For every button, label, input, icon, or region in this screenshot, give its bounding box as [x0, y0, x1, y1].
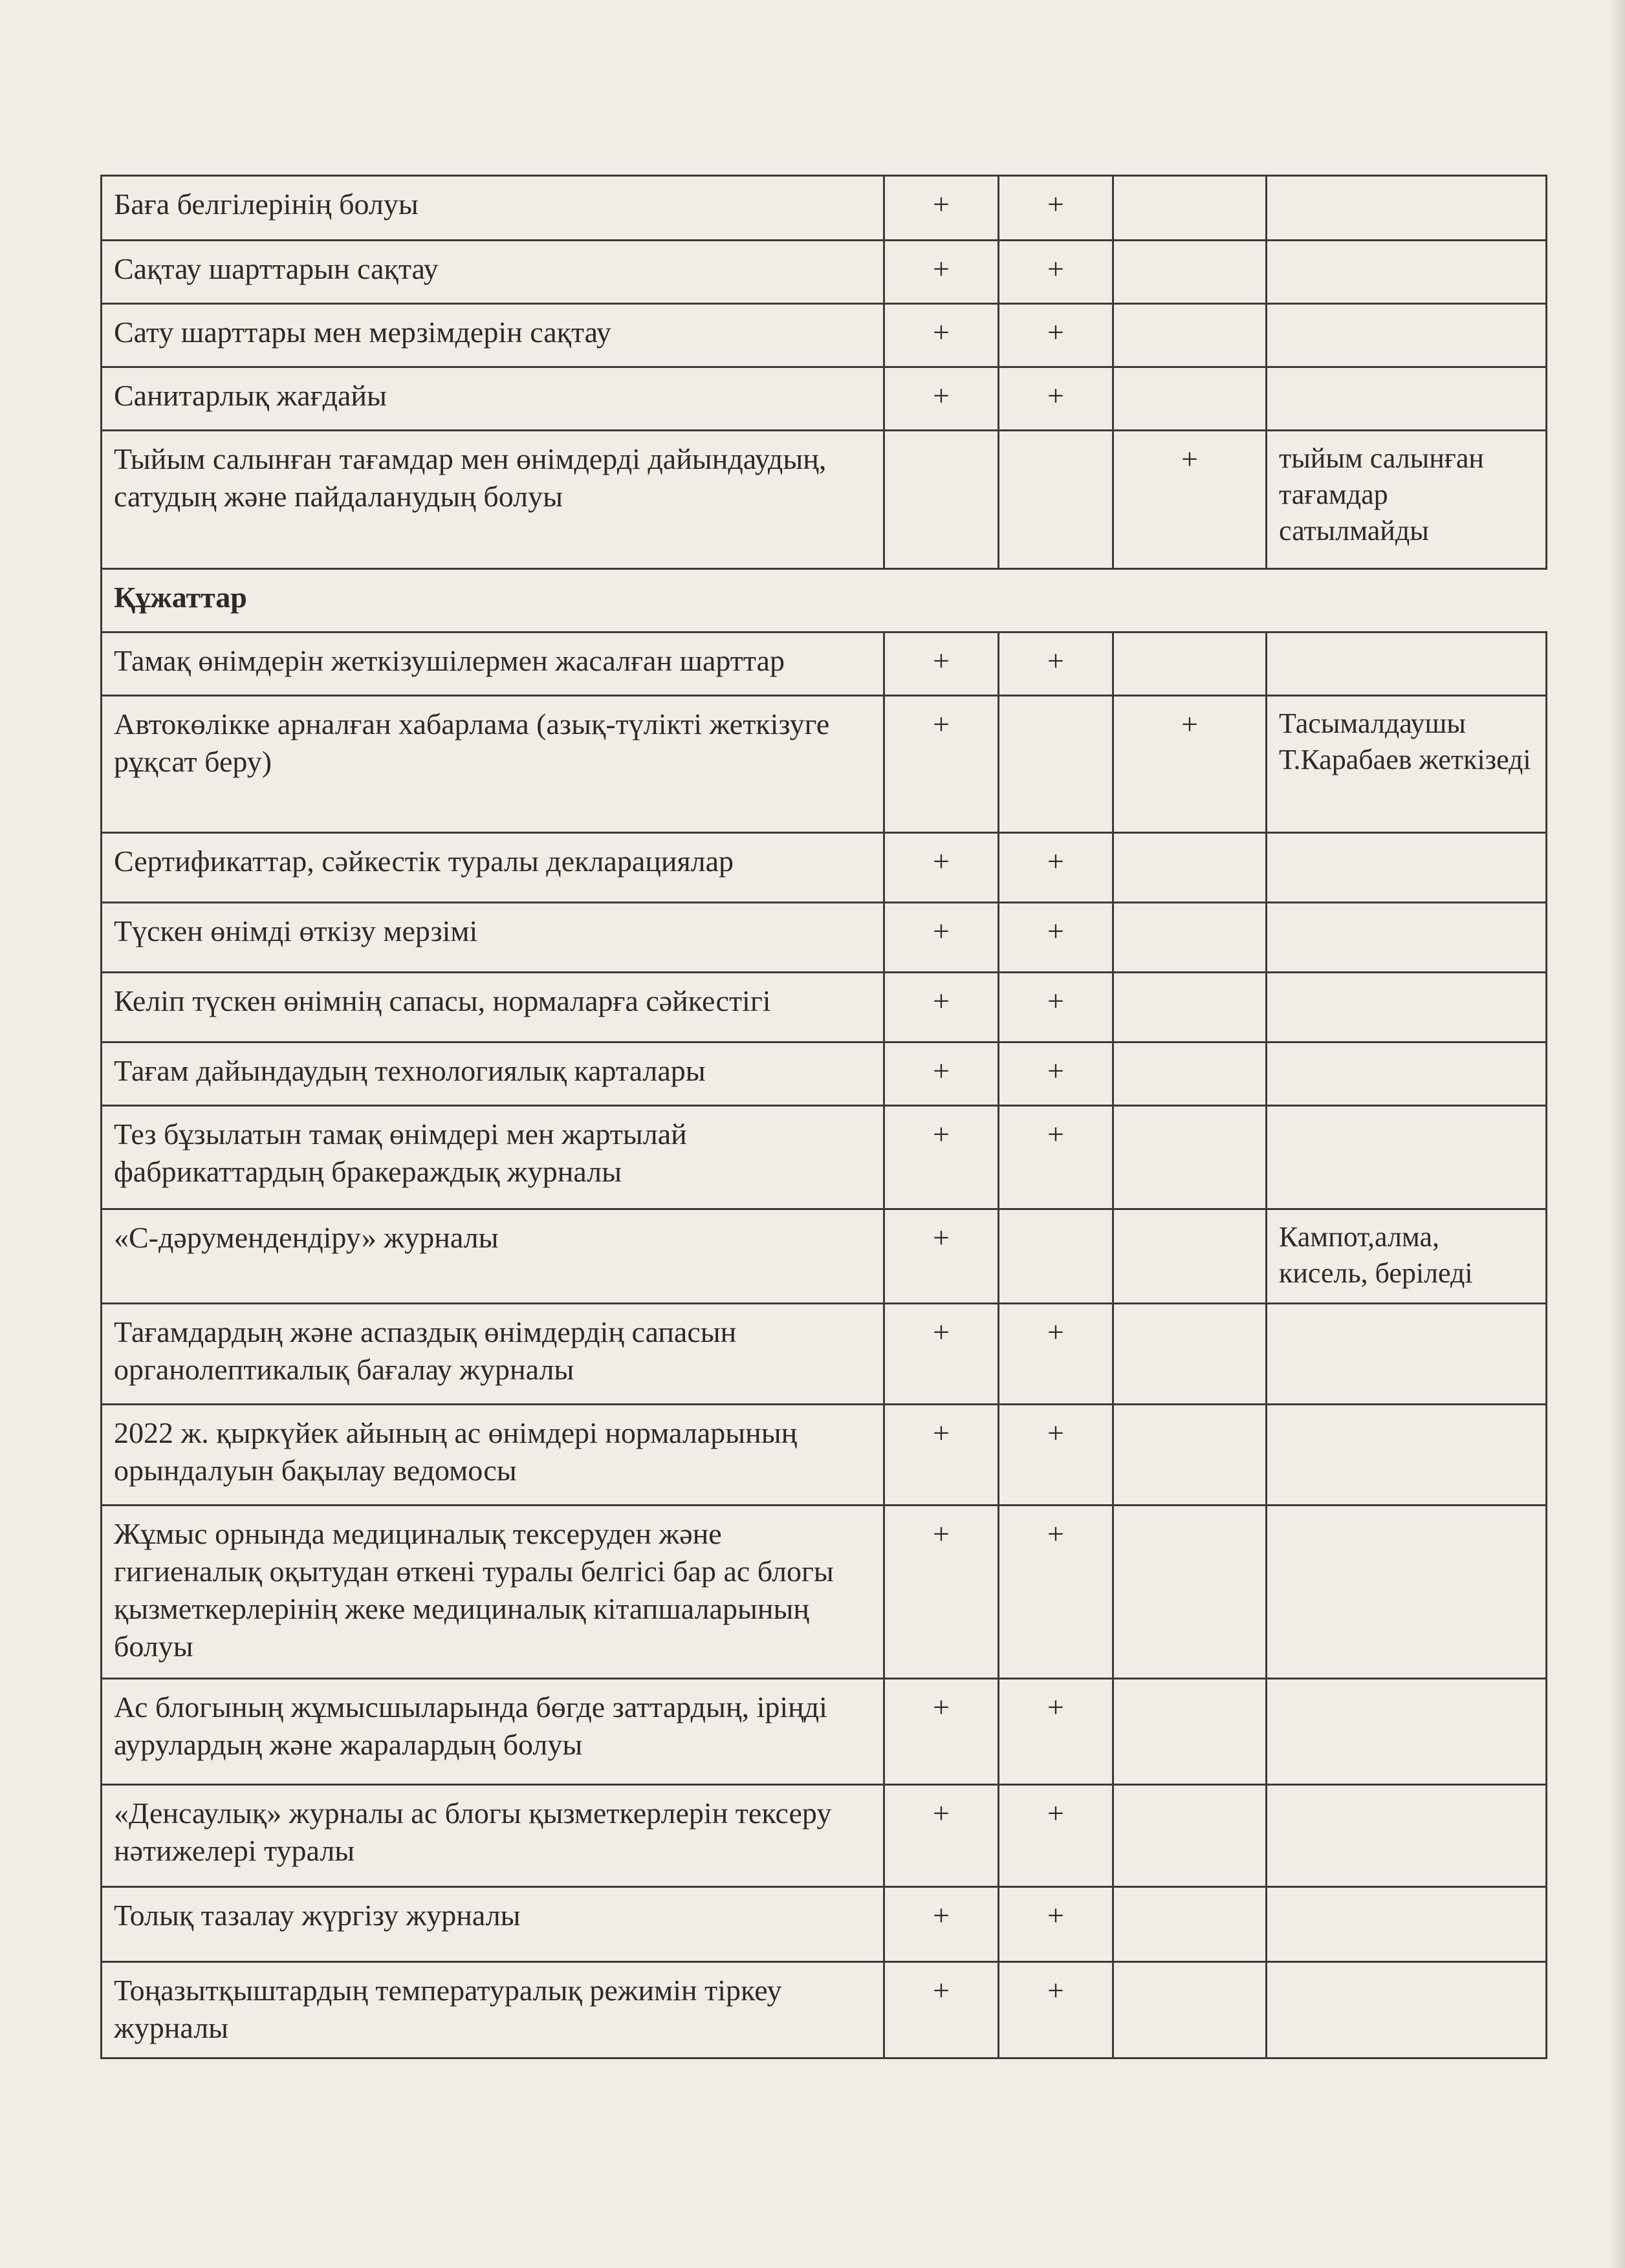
requirement-cell: Түскен өнімді өткізу мерзімі [102, 903, 884, 973]
note-cell [1267, 903, 1547, 973]
table-row [102, 304, 1547, 367]
mark-cell-3 [1113, 367, 1267, 431]
requirement-cell: Тыйым салынған тағамдар мен өнімдерді дайындаудың, сатудың және пайдаланудың болуы [102, 431, 884, 569]
mark-cell-1: + [884, 304, 999, 367]
note-cell [1267, 1405, 1547, 1506]
mark-cell-1: + [884, 1506, 999, 1679]
mark-cell-3 [1113, 1679, 1267, 1785]
requirement-cell: Тағамдардың және аспаздық өнімдердің сапасын органолептикалық бағалау журналы [102, 1304, 884, 1405]
mark-cell-1: + [884, 903, 999, 973]
mark-cell-3 [1113, 973, 1267, 1042]
mark-cell-2: + [999, 1679, 1113, 1785]
note-cell [1267, 1679, 1547, 1785]
mark-cell-3 [1113, 903, 1267, 973]
mark-cell-3 [1113, 632, 1267, 696]
table-row [102, 1304, 1547, 1405]
inspection-checklist-table [100, 175, 1547, 2059]
note-cell [1267, 1304, 1547, 1405]
table-row [102, 1042, 1547, 1106]
mark-cell-1: + [884, 1887, 999, 1962]
mark-cell-1: + [884, 1106, 999, 1209]
mark-cell-2: + [999, 304, 1113, 367]
section-title: Құжаттар [102, 569, 1547, 632]
mark-cell-3 [1113, 176, 1267, 241]
note-cell [1267, 1887, 1547, 1962]
mark-cell-2 [999, 1209, 1113, 1304]
mark-cell-3: + [1113, 431, 1267, 569]
mark-cell-1: + [884, 973, 999, 1042]
mark-cell-1: + [884, 241, 999, 304]
table-row [102, 1962, 1547, 2058]
mark-cell-2: + [999, 176, 1113, 241]
note-cell [1267, 1042, 1547, 1106]
mark-cell-2: + [999, 903, 1113, 973]
requirement-cell: Ас блогының жұмысшыларында бөгде заттардың, іріңді аурулардың және жаралардың болуы [102, 1679, 884, 1785]
requirement-cell: Тағам дайындаудың технологиялық карталары [102, 1042, 884, 1106]
requirement-cell: Толық тазалау жүргізу журналы [102, 1887, 884, 1962]
mark-cell-2: + [999, 833, 1113, 903]
requirement-cell: Сату шарттары мен мерзімдерін сақтау [102, 304, 884, 367]
table-row [102, 632, 1547, 696]
mark-cell-1: + [884, 1304, 999, 1405]
section-row [102, 569, 1547, 632]
table-row [102, 176, 1547, 241]
mark-cell-1: + [884, 696, 999, 833]
table-row [102, 1106, 1547, 1209]
mark-cell-2: + [999, 1887, 1113, 1962]
mark-cell-2: + [999, 241, 1113, 304]
note-cell [1267, 1785, 1547, 1887]
requirement-cell: Жұмыс орнында медициналық тексеруден және гигиеналық оқытудан өткені туралы белгісі бар ас блогы қызметкерлерінің жеке медициналық кітапшаларының болуы [102, 1506, 884, 1679]
mark-cell-3 [1113, 1506, 1267, 1679]
table-row [102, 1506, 1547, 1679]
table-row [102, 973, 1547, 1042]
mark-cell-2 [999, 696, 1113, 833]
requirement-cell: 2022 ж. қыркүйек айының ас өнімдері нормаларының орындалуын бақылау ведомосы [102, 1405, 884, 1506]
requirement-cell: «С-дәрумендендіру» журналы [102, 1209, 884, 1304]
requirement-cell: Тез бұзылатын тамақ өнімдері мен жартылай фабрикаттардың бракераждық журналы [102, 1106, 884, 1209]
mark-cell-2: + [999, 1304, 1113, 1405]
mark-cell-2: + [999, 1106, 1113, 1209]
table-row [102, 903, 1547, 973]
mark-cell-3 [1113, 833, 1267, 903]
requirement-cell: Тамақ өнімдерін жеткізушілермен жасалған шарттар [102, 632, 884, 696]
mark-cell-1: + [884, 1405, 999, 1506]
table-row [102, 1209, 1547, 1304]
mark-cell-3 [1113, 1887, 1267, 1962]
note-cell [1267, 632, 1547, 696]
mark-cell-1: + [884, 1785, 999, 1887]
note-cell: Кампот,алма, кисель, беріледі [1267, 1209, 1547, 1304]
table-row [102, 1887, 1547, 1962]
mark-cell-2: + [999, 367, 1113, 431]
note-cell [1267, 1106, 1547, 1209]
mark-cell-3 [1113, 1304, 1267, 1405]
mark-cell-3 [1113, 1209, 1267, 1304]
page-edge-shadow [1611, 0, 1625, 2268]
mark-cell-2: + [999, 1506, 1113, 1679]
mark-cell-3 [1113, 1106, 1267, 1209]
mark-cell-2: + [999, 1962, 1113, 2058]
mark-cell-2: + [999, 973, 1113, 1042]
requirement-cell: «Денсаулық» журналы ас блогы қызметкерлерін тексеру нәтижелері туралы [102, 1785, 884, 1887]
mark-cell-2: + [999, 1042, 1113, 1106]
requirement-cell: Санитарлық жағдайы [102, 367, 884, 431]
requirement-cell: Сақтау шарттарын сақтау [102, 241, 884, 304]
note-cell [1267, 973, 1547, 1042]
requirement-cell: Баға белгілерінің болуы [102, 176, 884, 241]
mark-cell-1: + [884, 1962, 999, 2058]
note-cell: тыйым салынған тағамдар сатылмайды [1267, 431, 1547, 569]
note-cell [1267, 241, 1547, 304]
note-cell [1267, 367, 1547, 431]
requirement-cell: Келіп түскен өнімнің сапасы, нормаларға сәйкестігі [102, 973, 884, 1042]
table-row [102, 241, 1547, 304]
mark-cell-3 [1113, 1405, 1267, 1506]
mark-cell-2: + [999, 1785, 1113, 1887]
table-body [102, 176, 1547, 2058]
table-row [102, 696, 1547, 833]
note-cell: Тасымалдаушы Т.Карабаев жеткізеді [1267, 696, 1547, 833]
table-row [102, 1679, 1547, 1785]
mark-cell-3 [1113, 1962, 1267, 2058]
mark-cell-1: + [884, 833, 999, 903]
table-row [102, 1785, 1547, 1887]
table-row [102, 431, 1547, 569]
requirement-cell: Автокөлікке арналған хабарлама (азық-түлікті жеткізуге рұқсат беру) [102, 696, 884, 833]
mark-cell-3 [1113, 241, 1267, 304]
mark-cell-3 [1113, 304, 1267, 367]
mark-cell-1: + [884, 367, 999, 431]
table-row [102, 833, 1547, 903]
note-cell [1267, 1506, 1547, 1679]
table-row [102, 1405, 1547, 1506]
mark-cell-2 [999, 431, 1113, 569]
mark-cell-1: + [884, 1209, 999, 1304]
requirement-cell: Сертификаттар, сәйкестік туралы декларациялар [102, 833, 884, 903]
mark-cell-1: + [884, 632, 999, 696]
mark-cell-3 [1113, 1042, 1267, 1106]
mark-cell-1: + [884, 1679, 999, 1785]
mark-cell-2: + [999, 632, 1113, 696]
mark-cell-3 [1113, 1785, 1267, 1887]
note-cell [1267, 176, 1547, 241]
note-cell [1267, 833, 1547, 903]
mark-cell-2: + [999, 1405, 1113, 1506]
note-cell [1267, 1962, 1547, 2058]
requirement-cell: Тоңазытқыштардың температуралық режимін тіркеу журналы [102, 1962, 884, 2058]
mark-cell-3: + [1113, 696, 1267, 833]
mark-cell-1: + [884, 176, 999, 241]
note-cell [1267, 304, 1547, 367]
mark-cell-1: + [884, 1042, 999, 1106]
mark-cell-1 [884, 431, 999, 569]
table-row [102, 367, 1547, 431]
